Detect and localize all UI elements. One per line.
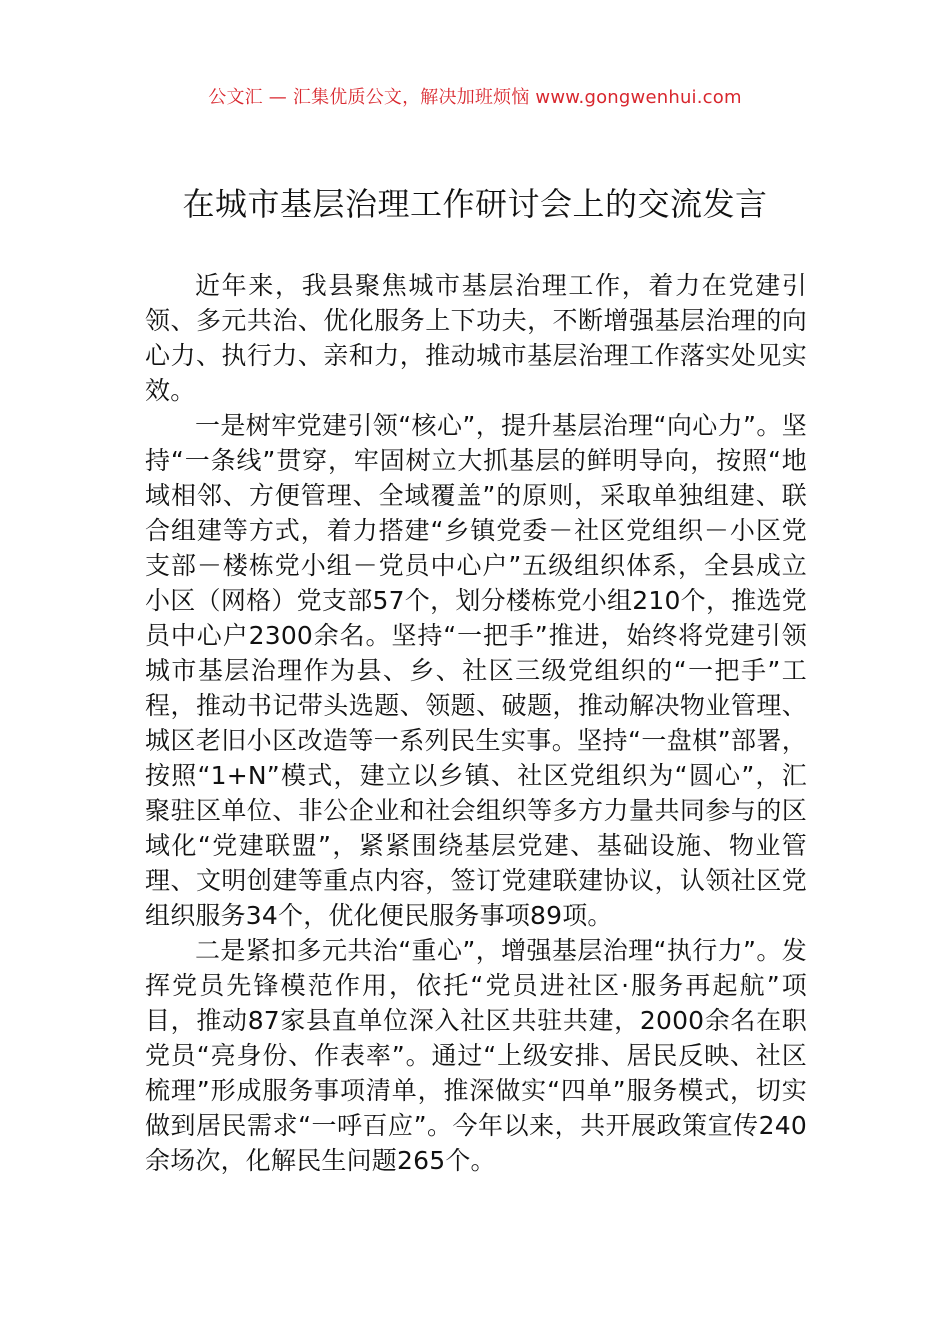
paragraph-point-one: 一是树牢党建引领“核心”，提升基层治理“向心力”。坚持“一条线”贯穿，牢固树立大抓基层的鲜明导向，按照“地域相邻、方便管理、全域覆盖”的原则，采取单独组建、联合组建等方式，着力搭建“乡镇党委－社区党组织－小区党支部－楼栋党小组－党员中心户”五级组织体系，全县成立小区（网格）党支部57个，划分楼栋党小组210个，推选党员中心户2300余名。坚持“一把手”推进，始终将党建引领城市基层治理作为县、乡、社区三级党组织的“一把手”工程，推动书记带头选题、领题、破题，推动解决物业管理、城区老旧小区改造等一系列民生实事。坚持“一盘棋”部署，按照“1+N”模式，建立以乡镇、社区党组织为“圆心”，汇聚驻区单位、非公企业和社会组织等多方力量共同参与的区域化“党建联盟”，紧紧围绕基层党建、基础设施、物业管理、文明创建等重点内容，签订党建联建协议，认领社区党组织服务34个，优化便民服务事项89项。: [145, 411, 807, 930]
document-body: [145, 268, 807, 1178]
paragraph-intro: 近年来，我县聚焦城市基层治理工作，着力在党建引领、多元共治、优化服务上下功夫，不断增强基层治理的向心力、执行力、亲和力，推动城市基层治理工作落实处见实效。: [145, 271, 807, 405]
document-title: 在城市基层治理工作研讨会上的交流发言: [182, 185, 768, 223]
paragraph-point-two: 二是紧扣多元共治“重心”，增强基层治理“执行力”。发挥党员先锋模范作用，依托“党员进社区·服务再起航”项目，推动87家县直单位深入社区共驻共建，2000余名在职党员“亮身份、作表率”。通过“上级安排、居民反映、社区梳理”形成服务事项清单，推深做实“四单”服务模式，切实做到居民需求“一呼百应”。今年以来，共开展政策宣传240余场次，化解民生问题265个。: [145, 936, 807, 1175]
header-banner: 公文汇 — 汇集优质公文，解决加班烦恼 www.gongwenhui.com: [208, 87, 742, 108]
